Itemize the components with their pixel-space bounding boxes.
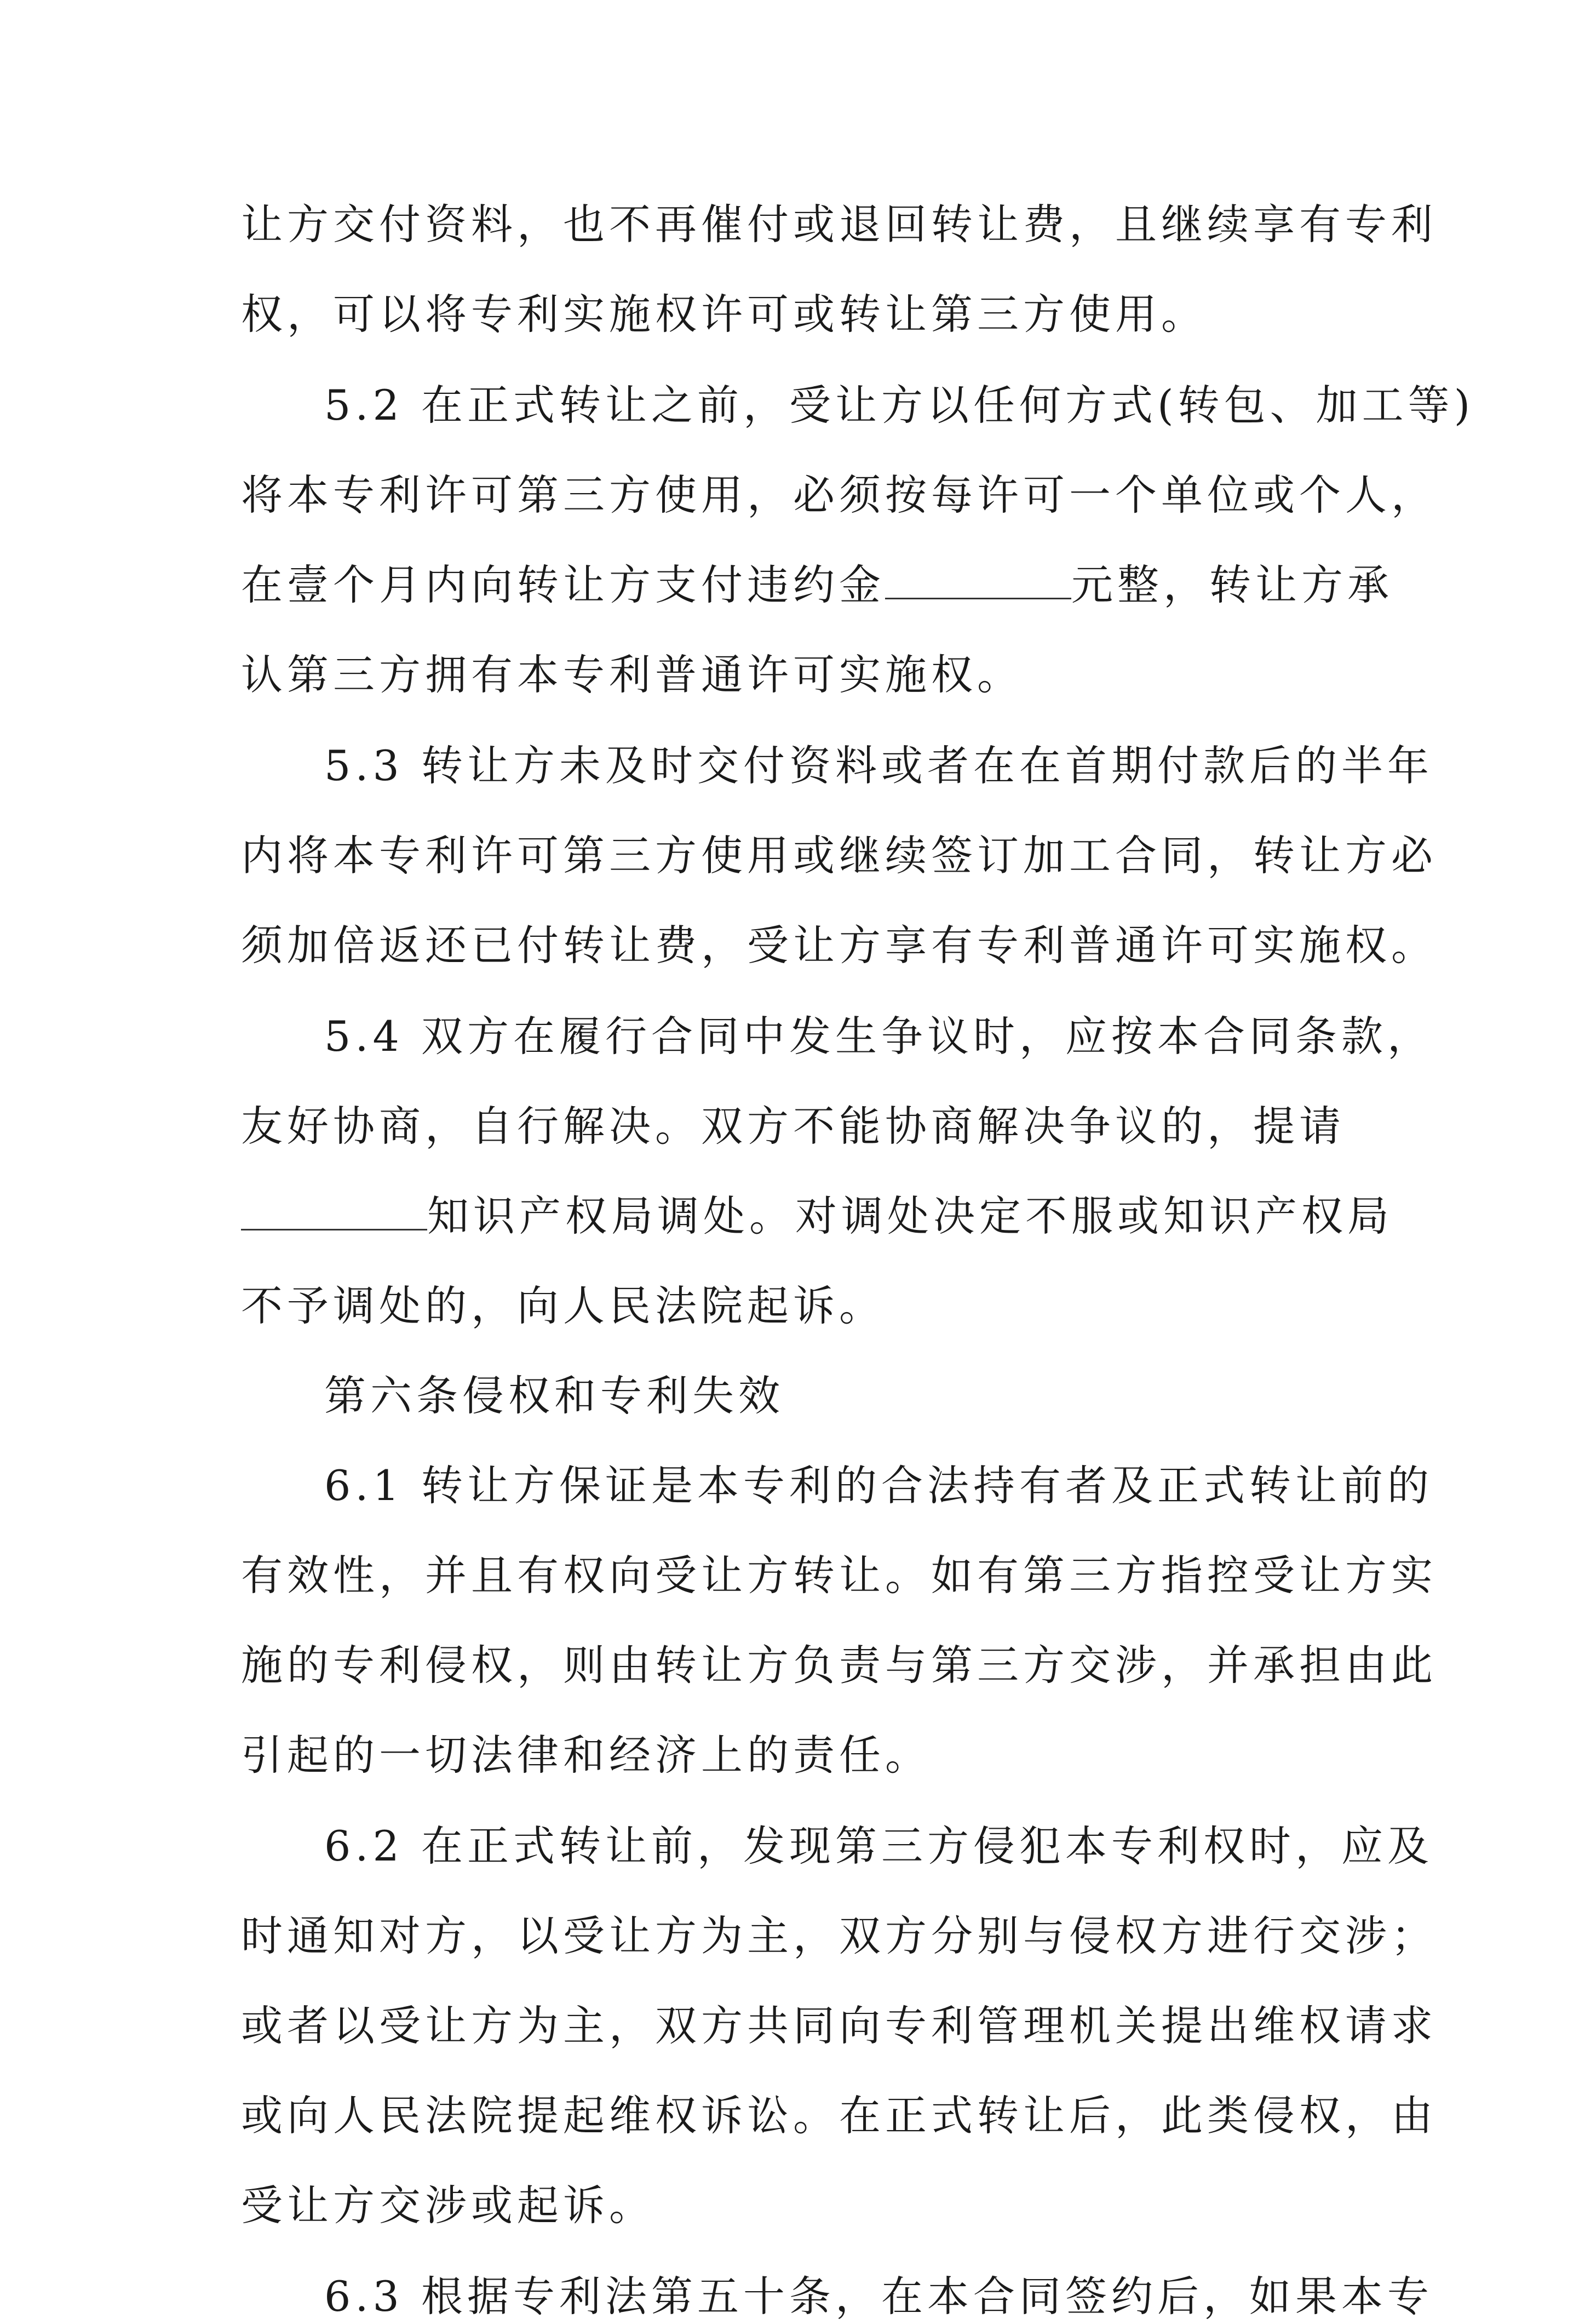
clause-6-1: 6.1 转让方保证是本专利的合法持有者及正式转让前的 [324,1461,1434,1510]
clause-5-2: 5.2 在正式转让之前，受让方以任何方式(转包、加工等) [324,381,1475,430]
text-line: 内将本专利许可第三方使用或继续签订加工合同，转让方必 [241,831,1437,880]
fill-in-blank-penalty [885,563,1071,599]
text-line: 不予调处的，向人民法院起诉。 [241,1281,885,1330]
clause-5-3: 5.3 转让方未及时交付资料或者在在首期付款后的半年 [324,741,1434,790]
text-line: 或者以受让方为主，双方共同向专利管理机关提出维权请求 [241,2001,1437,2050]
clause-5-4: 5.4 双方在履行合同中发生争议时，应按本合同条款， [324,1012,1434,1061]
text-line: 施的专利侵权，则由转让方负责与第三方交涉，并承担由此 [241,1641,1437,1690]
text-line: 引起的一切法律和经济上的责任。 [241,1731,931,1779]
text-line: 或向人民法院提起维权诉讼。在正式转让后，此类侵权，由 [241,2091,1437,2140]
text-line: 权，可以将专利实施权许可或转让第三方使用。 [241,290,1207,339]
text-segment: 知识产权局调处。对调处决定不服或知识产权局 [427,1192,1393,1240]
text-line: 友好协商，自行解决。双方不能协商解决争议的，提请 [241,1102,1345,1150]
text-line-with-blank [241,1189,1393,1244]
fill-in-blank-ip-office [241,1194,427,1230]
text-line: 受让方交涉或起诉。 [241,2181,655,2230]
text-line-with-blank [241,558,1393,613]
clause-6-2: 6.2 在正式转让前，发现第三方侵犯本专利权时，应及 [324,1822,1434,1870]
text-line: 让方交付资料，也不再催付或退回转让费，且继续享有专利 [241,200,1437,249]
text-line: 有效性，并且有权向受让方转让。如有第三方指控受让方实 [241,1551,1437,1600]
clause-6-3: 6.3 根据专利法第五十条，在本合同签约后，如果本专 [324,2272,1434,2321]
text-segment: 元整，转让方承 [1071,560,1393,609]
article-6-heading: 第六条侵权和专利失效 [324,1371,784,1420]
text-line: 将本专利许可第三方使用，必须按每许可一个单位或个人， [241,471,1437,519]
text-line: 时通知对方，以受让方为主，双方分别与侵权方进行交涉； [241,1911,1437,1960]
text-segment: 在壹个月内向转让方支付违约金 [241,560,885,609]
text-line: 须加倍返还已付转让费，受让方享有专利普通许可实施权。 [241,921,1437,970]
text-line: 认第三方拥有本专利普通许可实施权。 [241,650,1023,699]
